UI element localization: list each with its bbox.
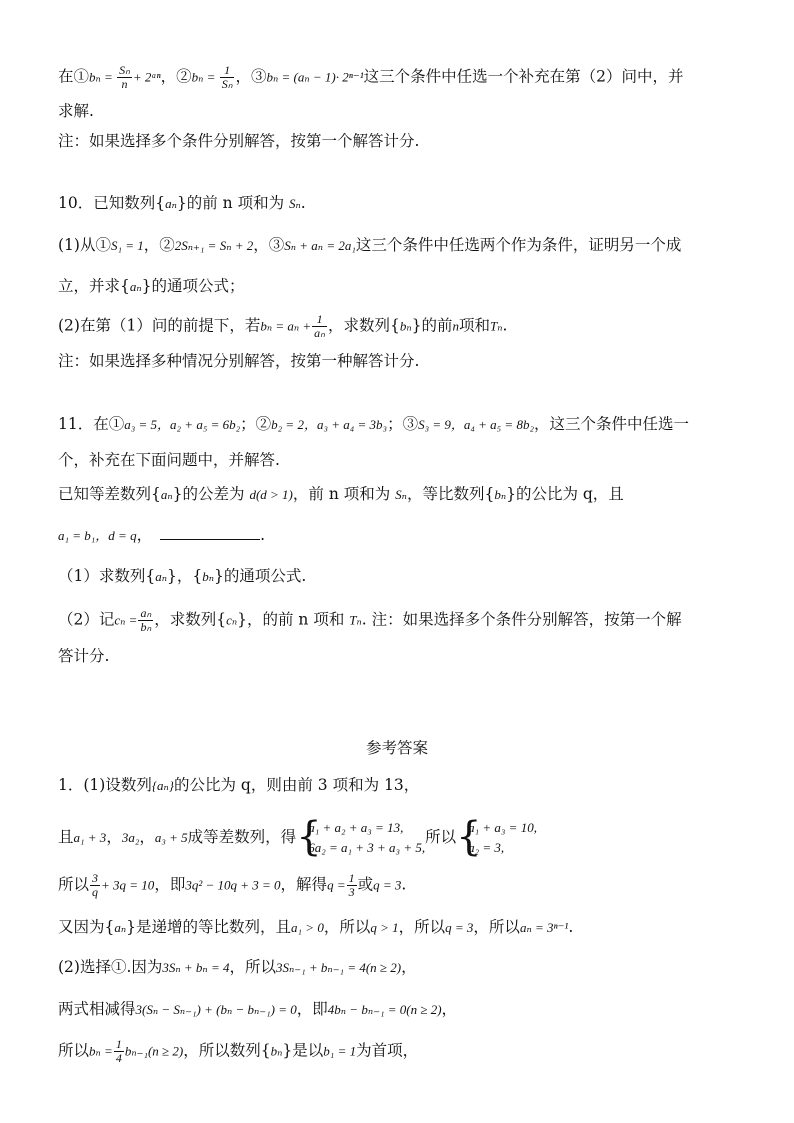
- text: 且: [58, 828, 74, 846]
- formula: q =: [327, 877, 346, 893]
- formula: a₁ + 3: [73, 830, 107, 845]
- text: ，等比数列{: [406, 485, 495, 503]
- formula: bₙ: [202, 569, 215, 584]
- text: （2）记: [58, 610, 115, 629]
- question-11-part-2-cont: 答计分.: [58, 647, 110, 665]
- formula: 2Sₙ₊₁ = Sₙ + 2: [174, 238, 254, 253]
- text: ，所以数列{: [183, 1041, 271, 1060]
- text: (2)在第（1）问的前提下，若: [58, 316, 261, 335]
- text: .: [401, 875, 407, 894]
- answer-section-title: 参考答案: [365, 739, 428, 757]
- text: (1)从①: [58, 236, 111, 254]
- denominator: 4: [115, 1051, 122, 1065]
- text: ，求数列{: [327, 316, 400, 335]
- formula: cₙ =: [114, 612, 138, 628]
- formula: q > 1: [370, 920, 399, 935]
- fraction: [312, 313, 327, 340]
- denominator: bₙ: [140, 620, 152, 634]
- question-11-line-4: [58, 524, 748, 547]
- text: ，: [139, 828, 155, 846]
- text: }的公比为 q，且: [506, 485, 624, 503]
- equation-system: [456, 818, 537, 858]
- text: }的公差为: [172, 485, 250, 503]
- numerator: 1: [348, 871, 355, 885]
- text: 或: [357, 875, 374, 894]
- denominator: aₙ: [314, 326, 325, 340]
- formula: bₙ =: [191, 69, 219, 85]
- formula: 3Sₙ₋₁ + bₙ₋₁ = 4(n ≥ 2): [276, 960, 402, 975]
- text: .: [568, 918, 574, 936]
- text: ，: [441, 1000, 458, 1018]
- formula: bₙ =: [89, 1043, 113, 1059]
- fraction: [138, 607, 153, 634]
- formula: 3a₂: [121, 830, 140, 845]
- text: ，③: [253, 236, 285, 254]
- text: 这三个条件中任选两个作为条件，证明另一个成: [355, 236, 682, 254]
- answer-line-1: [58, 774, 748, 797]
- equation: { a₁ + a₃ = 10,: [468, 820, 537, 835]
- text: ，前 n 项和为: [292, 485, 396, 503]
- text: 所以: [58, 875, 90, 894]
- formula: bₙ = (aₙ − 1)· 2ⁿ⁻¹: [266, 69, 364, 85]
- answer-blank: [160, 525, 260, 540]
- text: ，即: [154, 875, 186, 894]
- formula: b₂ = 2，a₃ + a₄ = 3b₃: [271, 417, 388, 432]
- text: 立，并求{: [58, 277, 130, 295]
- formula: + 3q = 10: [101, 877, 155, 893]
- question-11-title: [58, 413, 748, 436]
- text: . 注：如果选择多个条件分别解答，按第一个解: [361, 610, 682, 629]
- formula: bₙ =: [89, 69, 117, 85]
- text: 成等差数列，得: [187, 828, 297, 846]
- formula: q = 3: [445, 920, 474, 935]
- text: ，所以: [323, 918, 371, 936]
- formula: a₃ + 5: [154, 830, 188, 845]
- text: ，解得: [280, 875, 328, 894]
- equation: 6a₂ = a₁ + 3 + a₃ + 5,: [308, 840, 426, 855]
- text: 的公比为 q，则由前 3 项和为 13，: [174, 776, 420, 794]
- text: 项和: [458, 316, 490, 335]
- text: ；③: [387, 415, 419, 433]
- numerator: 3: [92, 871, 99, 885]
- formula: Sₙ: [289, 196, 301, 211]
- formula: aₙ: [114, 920, 127, 935]
- denominator: Sₙ: [221, 77, 233, 91]
- formula: n: [452, 318, 459, 334]
- formula: bₙ: [494, 487, 507, 502]
- formula: Sₙ + aₙ = 2a₁: [284, 238, 356, 253]
- text: ，②: [160, 67, 192, 86]
- text: 在①: [58, 67, 90, 86]
- fraction: [347, 872, 357, 899]
- text: 这三个条件中任选一个补充在第（2）问中，并: [363, 67, 684, 86]
- numerator: Sₙ: [119, 63, 130, 77]
- text: 已知等差数列{: [58, 485, 161, 503]
- condition-line-2: 求解.: [58, 102, 94, 120]
- text: }，的前 n 项和: [237, 610, 350, 629]
- text: }是以: [282, 1041, 324, 1060]
- formula: cₙ: [226, 612, 238, 628]
- denominator: n: [121, 77, 128, 91]
- answer-line-2: [58, 813, 748, 861]
- formula: bₙ₋₁(n ≥ 2): [124, 1043, 184, 1059]
- formula: a₁ > 0: [291, 920, 324, 935]
- numerator: 1: [312, 313, 327, 327]
- answer-line-6: [58, 998, 748, 1021]
- answer-line-7: [58, 1038, 748, 1065]
- condition-line-1: [58, 64, 748, 91]
- question-11-part-1: [58, 565, 748, 588]
- text: ，③: [235, 67, 267, 86]
- formula: 3(Sₙ − Sₙ₋₁) + (bₙ − bₙ₋₁) = 0: [135, 1002, 297, 1017]
- formula: + 2ᵃⁿ: [132, 69, 161, 85]
- fraction: [117, 64, 132, 91]
- question-11-line-3: [58, 483, 748, 506]
- text: ，: [106, 828, 122, 846]
- text: ，所以: [473, 918, 520, 936]
- text: }的前 n 项和为: [176, 194, 290, 212]
- text: 为首项，: [356, 1041, 419, 1060]
- formula: Tₙ: [349, 612, 362, 628]
- formula: aₙ: [155, 569, 168, 584]
- text: ，: [401, 958, 417, 976]
- text: ，所以: [398, 918, 446, 936]
- formula: aₙ: [165, 196, 177, 211]
- text: ，②: [143, 236, 175, 254]
- text: }是递增的等比数列，且: [126, 918, 292, 936]
- formula: a₃ = 5，a₂ + a₅ = 6b₂: [124, 417, 241, 432]
- formula: 3q² − 10q + 3 = 0: [185, 877, 281, 893]
- text: ，所以: [229, 958, 276, 976]
- text: ；②: [240, 415, 272, 433]
- fraction: [90, 872, 100, 899]
- note-line: 注：如果选择多个条件分别解答，按第一个解答计分.: [58, 132, 420, 150]
- formula: Sₙ: [395, 487, 407, 502]
- numerator: 1: [220, 64, 235, 78]
- formula: aₙ: [160, 487, 173, 502]
- fraction: [220, 64, 235, 91]
- formula: 3Sₙ + bₙ = 4: [162, 960, 230, 975]
- text: }的通项公式；: [141, 277, 245, 295]
- text: 两式相减得: [58, 1000, 136, 1018]
- formula: bₙ = aₙ +: [260, 318, 312, 334]
- text: .: [260, 526, 266, 544]
- formula: bₙ: [399, 318, 412, 334]
- formula: aₙ: [129, 279, 142, 294]
- question-10-part-1: [58, 234, 748, 257]
- formula: Tₙ: [490, 318, 503, 334]
- text: ，求数列{: [154, 610, 227, 629]
- text: 所以: [58, 1041, 90, 1060]
- question-11-line-2: 个，补充在下面问题中，并解答.: [58, 451, 280, 469]
- formula: S₁ = 1: [110, 238, 144, 253]
- formula: {aₙ}: [151, 778, 174, 793]
- formula: b₁ = 1: [323, 1043, 357, 1059]
- text: 11．在①: [58, 415, 125, 433]
- text: （1）求数列{: [58, 567, 156, 585]
- formula: S₃ = 9，a₄ + a₅ = 8b₂: [418, 417, 534, 432]
- denominator: 3: [348, 885, 355, 899]
- formula: 4bₙ − bₙ₋₁ = 0(n ≥ 2): [327, 1002, 442, 1017]
- formula: a₁ = b₁，d = q: [58, 528, 137, 543]
- answer-line-4: [58, 916, 748, 939]
- formula: aₙ = 3ⁿ⁻¹: [519, 920, 569, 935]
- question-10-title: [58, 192, 748, 215]
- equation-system: [296, 818, 425, 858]
- formula: bₙ: [270, 1043, 283, 1059]
- equation: a₂ = 3,: [468, 840, 505, 855]
- question-10-part-2: [58, 313, 748, 340]
- numerator: 1: [115, 1037, 122, 1051]
- text: 10．已知数列{: [58, 194, 166, 212]
- text: ，即: [296, 1000, 328, 1018]
- text: ，: [136, 526, 153, 544]
- text: 1．(1)设数列: [58, 776, 152, 794]
- question-10-part-1-cont: [58, 275, 748, 298]
- text: 所以: [425, 828, 457, 846]
- question-10-note: 注：如果选择多种情况分别解答，按第一种解答计分.: [58, 352, 420, 370]
- question-11-part-2: [58, 607, 748, 634]
- text: (2)选择①.因为: [58, 958, 163, 976]
- answer-line-5: [58, 956, 748, 979]
- equation: { a₁ + a₂ + a₃ = 13,: [308, 820, 404, 835]
- text: ，这三个条件中任选一: [533, 415, 689, 433]
- text: .: [300, 194, 306, 212]
- text: 又因为{: [58, 918, 115, 936]
- fraction: [114, 1038, 124, 1065]
- answer-line-3: [58, 872, 748, 899]
- text: }的前: [411, 316, 453, 335]
- text: .: [502, 316, 508, 335]
- text: }的通项公式.: [214, 567, 307, 585]
- formula: d(d > 1): [249, 487, 293, 502]
- denominator: q: [92, 885, 99, 899]
- text: }，{: [167, 567, 203, 585]
- formula: q = 3: [373, 877, 402, 893]
- numerator: aₙ: [140, 606, 152, 620]
